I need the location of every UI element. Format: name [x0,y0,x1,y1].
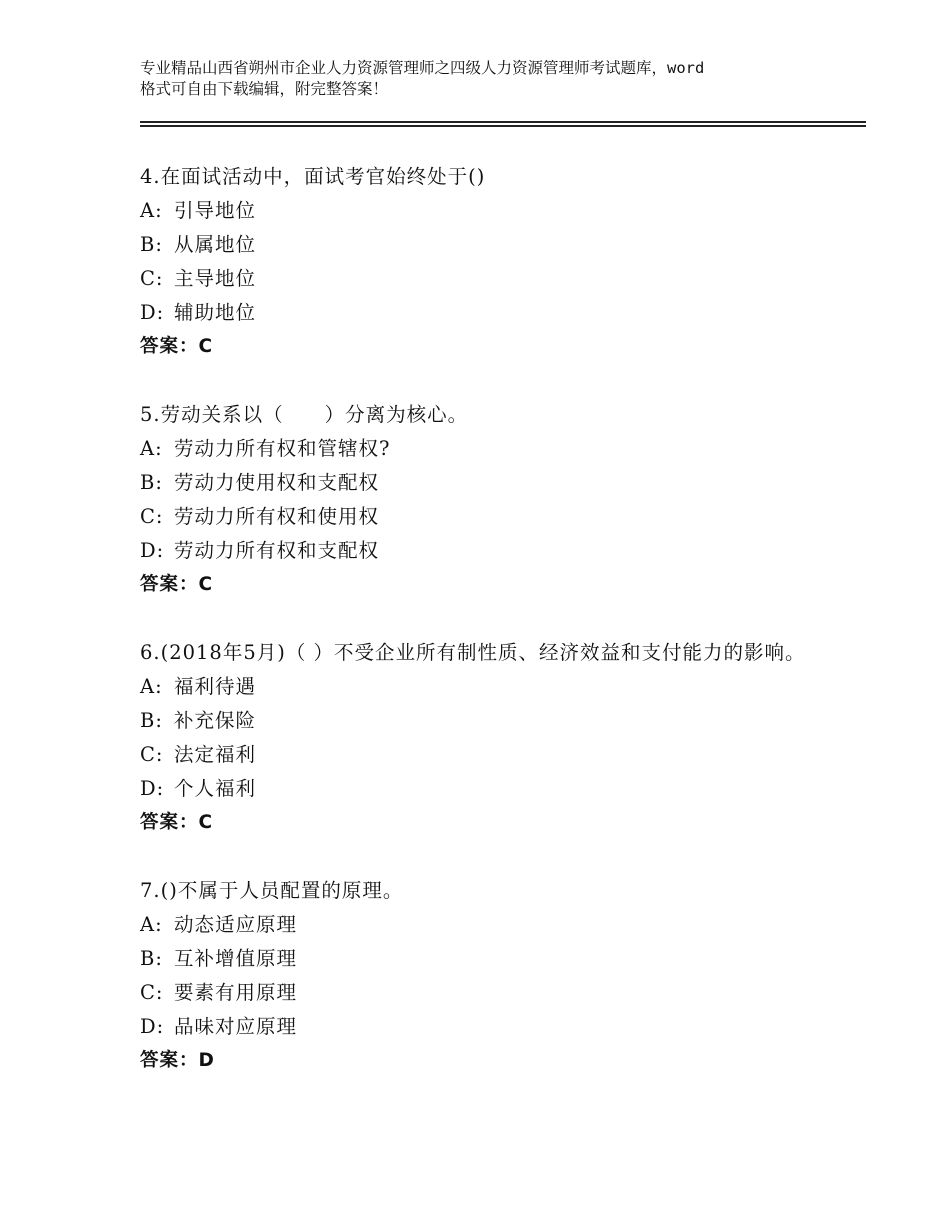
option-text: 劳动力所有权和支配权 [174,539,380,562]
option-letter: C: [140,981,164,1004]
option-a [140,194,820,228]
option-text: 动态适应原理 [174,913,298,936]
option-b [140,228,820,262]
option-text: 要素有用原理 [174,981,298,1004]
question-stem: 4.在面试活动中，面试考官始终处于() [140,165,486,188]
option-text: 劳动力使用权和支配权 [174,471,380,494]
answer-line: 答案：C [140,574,214,595]
option-letter: D: [140,539,165,562]
header-line-2: 格式可自由下载编辑，附完整答案！ [140,80,389,98]
answer-line: 答案：C [140,336,214,357]
option-d [140,1010,820,1044]
option-a [140,908,820,942]
option-text: 劳动力所有权和管辖权? [174,437,391,460]
question-5 [140,398,820,602]
answer-line: 答案：D [140,1050,215,1071]
option-d [140,534,820,568]
option-text: 互补增值原理 [174,947,298,970]
option-text: 辅助地位 [174,301,257,324]
option-c [140,500,820,534]
header-line-1: 专业精品山西省朔州市企业人力资源管理师之四级人力资源管理师考试题库，word [140,59,705,77]
option-text: 引导地位 [174,199,257,222]
option-letter: A: [140,437,163,460]
option-letter: C: [140,267,164,290]
option-b [140,942,820,976]
question-7 [140,874,820,1078]
option-c [140,262,820,296]
option-d [140,296,820,330]
option-text: 劳动力所有权和使用权 [174,505,380,528]
question-stem: 6.(2018年5月)（ ）不受企业所有制性质、经济效益和支付能力的影响。 [140,641,806,664]
question-4 [140,160,820,364]
document-header [140,58,830,100]
option-letter: A: [140,675,163,698]
option-b [140,704,820,738]
header-divider-bottom [140,125,866,127]
option-c [140,976,820,1010]
option-letter: B: [140,947,163,970]
option-letter: D: [140,777,165,800]
spacer [140,840,820,874]
spacer [140,602,820,636]
option-text: 补充保险 [174,709,257,732]
option-text: 主导地位 [174,267,257,290]
option-letter: B: [140,709,163,732]
option-letter: C: [140,743,164,766]
option-letter: B: [140,233,163,256]
question-stem: 7.()不属于人员配置的原理。 [140,879,404,902]
option-letter: B: [140,471,163,494]
option-b [140,466,820,500]
question-stem: 5.劳动关系以（ ）分离为核心。 [140,403,469,426]
option-text: 品味对应原理 [174,1015,298,1038]
question-6 [140,636,820,840]
option-letter: D: [140,1015,165,1038]
option-letter: D: [140,301,165,324]
option-a [140,670,820,704]
option-text: 福利待遇 [174,675,257,698]
option-text: 法定福利 [174,743,257,766]
option-c [140,738,820,772]
header-divider-top [140,121,866,123]
answer-line: 答案：C [140,812,214,833]
option-d [140,772,820,806]
question-list [140,160,820,1078]
option-a [140,432,820,466]
option-letter: A: [140,199,163,222]
option-letter: A: [140,913,163,936]
spacer [140,364,820,398]
option-letter: C: [140,505,164,528]
option-text: 从属地位 [174,233,257,256]
option-text: 个人福利 [174,777,257,800]
